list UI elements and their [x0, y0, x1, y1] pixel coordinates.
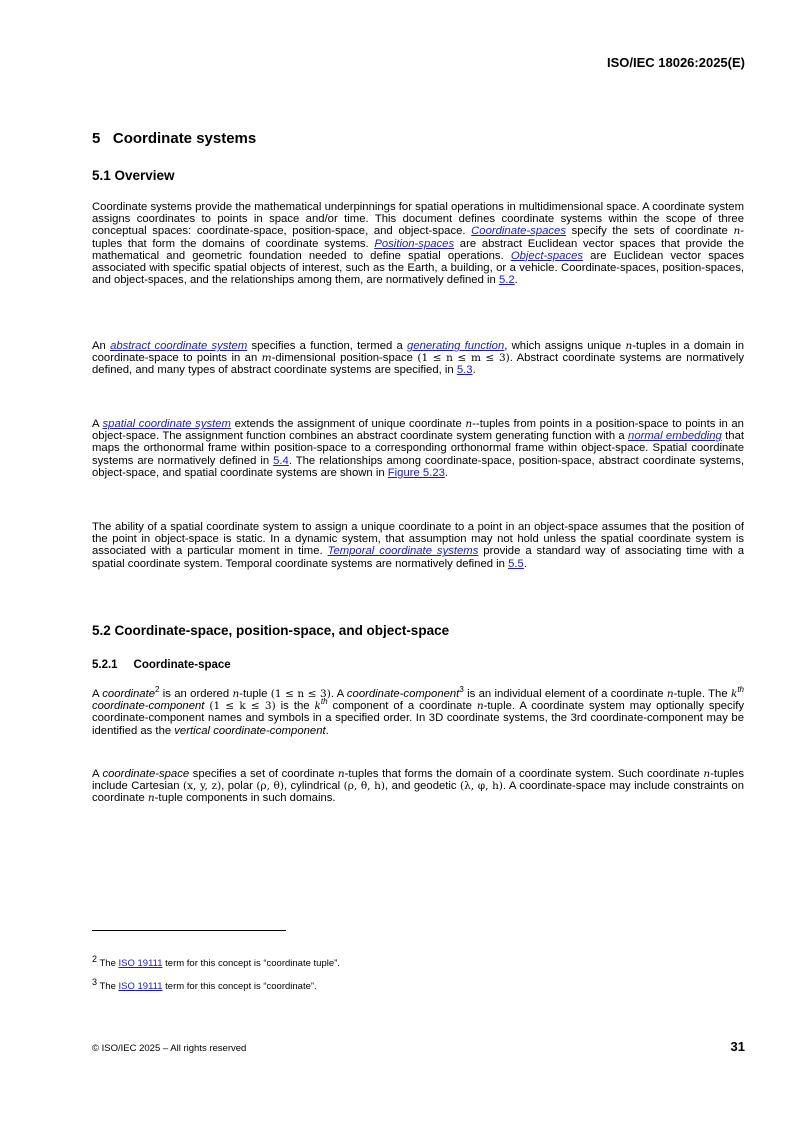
footnote-ref-2[interactable]: 2 — [155, 685, 160, 695]
ref-5-3[interactable]: 5.3 — [456, 364, 473, 377]
link-coordinate-spaces[interactable]: Coordinate-spaces — [471, 225, 566, 238]
paragraph-abstract-cs: An abstract coordinate system specifies a function, termed a generating function, which assigns unique n-tuples in a domain in coordinate-space to points in an m-dimensional position-space (1 ≤ n ≤ m ≤ 3). Abstract coordinate systems are normatively defined, and many types of abstract coordinate systems are specified, in 5.3. — [92, 340, 745, 377]
link-generating-function[interactable]: generating function — [407, 340, 505, 352]
ref-5-5[interactable]: 5.5 — [508, 557, 524, 570]
ref-5-4[interactable]: 5.4 — [273, 454, 289, 467]
link-iso-19111-fn2[interactable]: ISO 19111 — [118, 958, 163, 969]
link-iso-19111-fn3[interactable]: ISO 19111 — [118, 981, 163, 992]
link-spatial-coordinate-system[interactable]: spatial coordinate system — [102, 418, 231, 430]
ref-figure-5-23[interactable]: Figure 5.23 — [387, 466, 445, 479]
link-object-spaces[interactable]: Object-spaces — [510, 249, 584, 262]
link-normal-embedding[interactable]: normal embedding — [628, 430, 722, 443]
section-number: 5 — [92, 130, 101, 147]
footnote-separator — [92, 930, 286, 931]
section-heading — [92, 130, 256, 147]
link-position-spaces[interactable]: Position-spaces — [374, 237, 455, 250]
paragraph-coordinate-space: A coordinate-space specifies a set of coordinate n-tuples that forms the domain of a coordinate system. Such coordinate n-tuples include Cartesian (x, y, z), polar (ρ, θ), cylindrical (ρ, θ, h), and geodetic (λ, φ, h). A coordinate-space may include constraints on coordinate n-tuple components in such domains. — [92, 768, 744, 805]
copyright-footer: © ISO/IEC 2025 – All rights reserved — [92, 1043, 247, 1054]
ref-5-2[interactable]: 5.2 — [498, 274, 515, 287]
subsubsection-heading-coordinate-space: 5.2.1 Coordinate-space — [92, 659, 231, 671]
link-temporal-coordinate-systems[interactable]: Temporal coordinate systems — [327, 545, 479, 558]
footnote-ref-3[interactable]: 3 — [459, 685, 464, 695]
footnote-2: $^2$ The ISO 19111 term for this concept is “coordinate tuple”. — [92, 953, 340, 969]
document-id-header: ISO/IEC 18026:2025(E) — [606, 55, 745, 70]
page-number: 31 — [730, 1039, 745, 1054]
subsection-heading-overview: 5.1 Overview — [92, 168, 175, 183]
paragraph-overview: Coordinate systems provide the mathematical underpinnings for spatial operations in multidimensional space. A coordinate system assigns coordinates to points in space and/or time. This document defines coordinate systems within the scope of three conceptual spaces: coordinate-space, position-space, and object-space. Coordinate-spaces specify the sets of coordinate n-tuples that form the domains of coordinate systems. Position-spaces are abstract Euclidean vector spaces that provide the mathematical and geometric foundation needed to define spatial operations. Object-spaces are Euclidean vector spaces associated with specific spatial objects of interest, such as the Earth, a building, or a vehicle. Coordinate-spaces, position-spaces, and object-spaces, and the relationships among them, are normatively defined in 5.2. — [92, 201, 745, 287]
paragraph-spatial-cs: A spatial coordinate system extends the assignment of unique coordinate n--tuples from points in a position-space to points in an object-space. The assignment function combines an abstract coordinate system generating function with a normal embedding that maps the orthonormal frame within position-space to a corresponding orthonormal frame within object-space. Spatial coordinate systems are normatively defined in 5.4. The relationships among coordinate-space, position-space, abstract coordinate systems, object-space, and spatial coordinate systems are shown in Figure 5.23. — [92, 418, 745, 479]
paragraph-temporal: The ability of a spatial coordinate system to assign a unique coordinate to a point in an object-space assumes that the position of the point in object-space is static. In a dynamic system, that assumption may not hold unless the spatial coordinate system is associated with a particular moment in time. Temporal coordinate systems provide a standard way of associating time with a spatial coordinate system. Temporal coordinate systems are normatively defined in 5.5. — [92, 521, 744, 570]
section-title: Coordinate systems — [112, 130, 257, 147]
footnote-3: $^3$ The ISO 19111 term for this concept is “coordinate”. — [92, 976, 317, 992]
subsection-heading-spaces: 5.2 Coordinate-space, position-space, and object-space — [92, 623, 450, 638]
link-abstract-coordinate-system[interactable]: abstract coordinate system — [110, 340, 248, 352]
paragraph-coordinate: A coordinate$^2$ is an ordered n-tuple (1 ≤ n ≤ 3). A coordinate-component$^3$ is an individual element of a coordinate n-tuple. The $k^{th}$ coordinate-component (1 ≤ k ≤ 3) is the $k^{th}$ component of a coordinate n-tuple. A coordinate system may optionally specify coordinate-component names and symbols in a specified order. In 3D coordinate systems, the 3rd coordinate-component may be identified as the vertical coordinate-component. — [92, 685, 744, 737]
